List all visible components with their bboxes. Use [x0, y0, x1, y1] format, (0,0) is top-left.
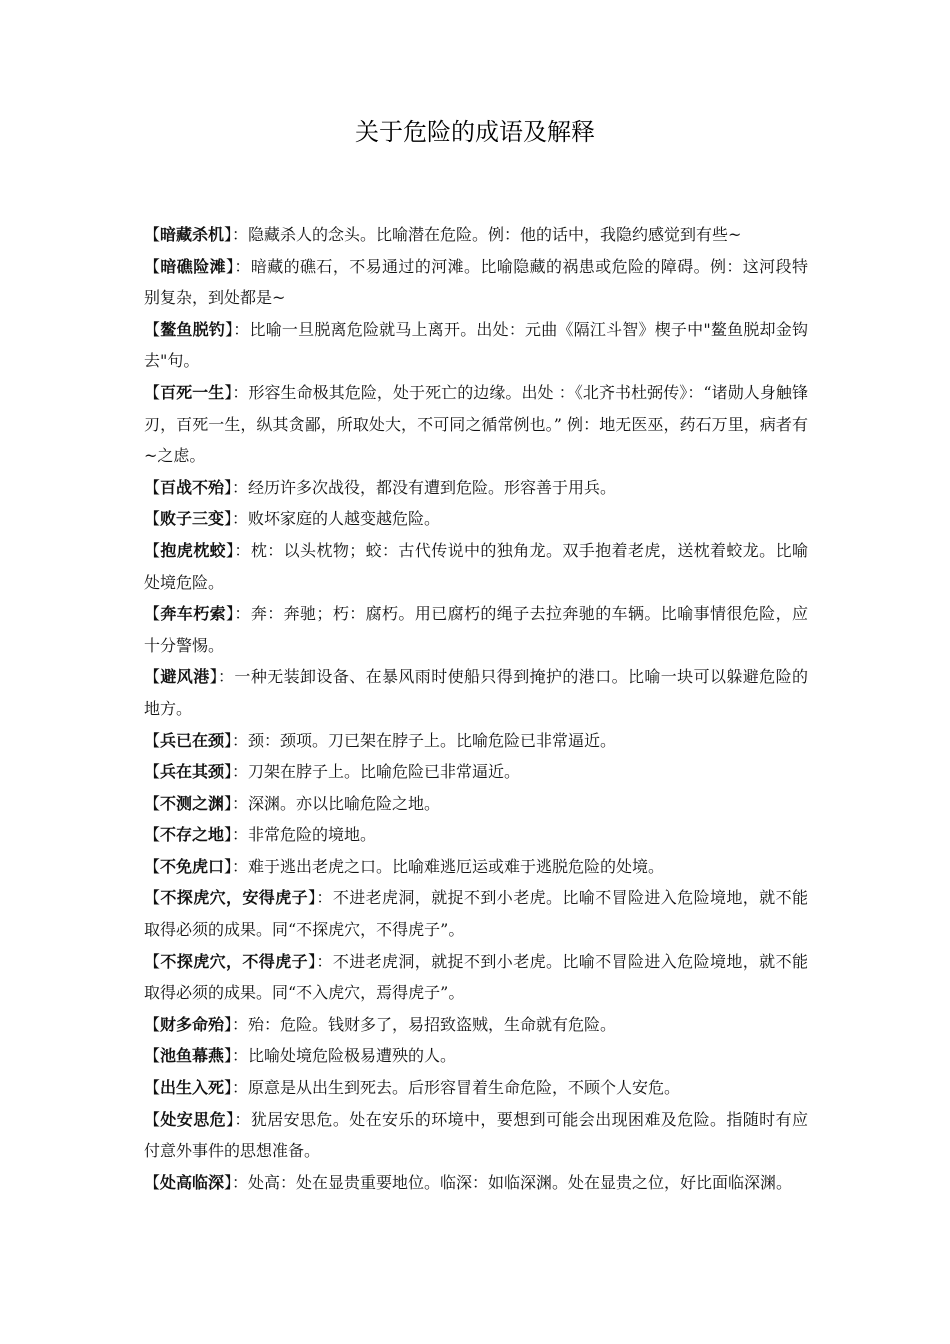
idiom-term: 不测之渊 — [160, 793, 225, 813]
document-title: 关于危险的成语及解释 — [355, 118, 595, 146]
idiom-entry: 【财多命殆】：殆：危险。钱财多了，易招致盗贼，生命就有危险。 — [144, 1014, 617, 1034]
idiom-definition: 经历许多次战役，都没有遭到危险。形容善于用兵。 — [248, 477, 617, 497]
idiom-entry: 【不测之渊】：深渊。亦以比喻危险之地。 — [144, 793, 441, 813]
idiom-entry: 【百战不殆】：经历许多次战役，都没有遭到危险。形容善于用兵。 — [144, 477, 617, 497]
idiom-term: 不存之地 — [160, 825, 225, 845]
idiom-entry: 【奔车朽索】：奔：奔驰；朽：腐朽。用已腐朽的绳子去拉奔驰的车辆。比喻事情很危险，应十分警惕。 — [144, 604, 808, 655]
idiom-entry: 【百死一生】：形容生命极其危险，处于死亡的边缘。出处 ：《北齐书杜弼传》：“诸勋人身触锋刃，百死一生，纵其贪鄙，所取处大，不可同之循常例也。” 例：地无医巫，药石万里，病者有~之虑。 — [144, 382, 808, 466]
idiom-entry: 【出生入死】：原意是从出生到死去。后形容冒着生命危险，不顾个人安危。 — [144, 1078, 681, 1098]
idiom-definition: 殆：危险。钱财多了，易招致盗贼，生命就有危险。 — [248, 1014, 617, 1034]
idiom-term: 避风港 — [160, 667, 210, 687]
idiom-definition: 犹居安思危。处在安乐的环境中，要想到可能会出现困难及危险。指随时有应付意外事件的思想准备。 — [144, 1109, 808, 1161]
idiom-term: 暗藏杀机 — [160, 225, 225, 244]
idiom-term: 兵已在颈 — [160, 730, 225, 750]
idiom-definition: 深渊。亦以比喻危险之地。 — [248, 793, 441, 813]
idiom-term: 不探虎穴，安得虎子 — [160, 888, 308, 908]
idiom-entry: 【避风港】：一种无装卸设备、在暴风雨时使船只得到掩护的港口。比喻一块可以躲避危险的地方。 — [144, 667, 808, 718]
idiom-term: 鳌鱼脱钓 — [160, 319, 226, 339]
idiom-entry: 【抱虎枕蛟】：枕：以头枕物；蛟：古代传说中的独角龙。双手抱着老虎，送枕着蛟龙。比喻处境危险。 — [144, 540, 808, 592]
idiom-definition: 暗藏的礁石，不易通过的河滩。比喻隐藏的祸患或危险的障碍。例：这河段特别复杂，到处都是~ — [144, 256, 808, 308]
idiom-term: 财多命殆 — [160, 1014, 225, 1034]
idiom-definition: 不进老虎洞，就捉不到小老虎。比喻不冒险进入危险境地，就不能取得必须的成果。同“不入虎穴，焉得虎子”。 — [144, 951, 808, 1003]
idiom-definition: 一种无装卸设备、在暴风雨时使船只得到掩护的港口。比喻一块可以躲避危险的地方。 — [144, 667, 808, 718]
idiom-term: 抱虎枕蛟 — [160, 540, 227, 560]
idiom-entry: 【暗礁险滩】：暗藏的礁石，不易通过的河滩。比喻隐藏的祸患或危险的障碍。例：这河段特别复杂，到处都是~ — [144, 256, 808, 308]
idiom-entry: 【处高临深】：处高：处在显贵重要地位。临深：如临深渊。处在显贵之位，好比面临深渊。 — [144, 1172, 793, 1192]
idiom-term: 兵在其颈 — [160, 762, 225, 782]
idiom-term: 百战不殆 — [160, 477, 225, 497]
idiom-entry: 【不探虎穴，安得虎子】：不进老虎洞，就捉不到小老虎。比喻不冒险进入危险境地，就不能取得必须的成果。同“不探虎穴，不得虎子”。 — [144, 888, 808, 940]
idiom-term: 败子三变 — [160, 509, 225, 529]
idiom-definition: 比喻处境危险极易遭殃的人。 — [248, 1046, 457, 1066]
idiom-definition: 枕：以头枕物；蛟：古代传说中的独角龙。双手抱着老虎，送枕着蛟龙。比喻处境危险。 — [144, 540, 808, 592]
idiom-term: 处高临深 — [160, 1172, 225, 1192]
idiom-definition: 刀架在脖子上。比喻危险已非常逼近。 — [248, 762, 521, 782]
idiom-term: 池鱼幕燕 — [160, 1046, 225, 1066]
idiom-entry: 【鳌鱼脱钓】：比喻一旦脱离危险就马上离开。出处：元曲《隔江斗智》楔子中"鳌鱼脱却金钩去"句。 — [144, 319, 808, 371]
idiom-entry: 【暗藏杀机】：隐藏杀人的念头。比喻潜在危险。例：他的话中，我隐约感觉到有些~ — [144, 225, 742, 244]
idiom-term: 暗礁险滩 — [160, 256, 227, 276]
idiom-entry: 【兵在其颈】：刀架在脖子上。比喻危险已非常逼近。 — [144, 762, 521, 782]
idiom-entry: 【不存之地】：非常危险的境地。 — [144, 825, 377, 845]
idiom-term: 不免虎口 — [160, 856, 225, 876]
idiom-definition: 奔：奔驰；朽：腐朽。用已腐朽的绳子去拉奔驰的车辆。比喻事情很危险，应十分警惕。 — [144, 604, 808, 655]
idiom-definition: 形容生命极其危险，处于死亡的边缘。出处 ：《北齐书杜弼传》：“诸勋人身触锋刃，百死一生，纵其贪鄙，所取处大，不可同之循常例也。” 例：地无医巫，药石万里，病者有~之虑。 — [144, 382, 808, 466]
idiom-term: 不探虎穴，不得虎子 — [160, 951, 308, 971]
idiom-definition: 不进老虎洞，就捉不到小老虎。比喻不冒险进入危险境地，就不能取得必须的成果。同“不探虎穴，不得虎子”。 — [144, 888, 808, 940]
idiom-definition: 难于逃出老虎之口。比喻难逃厄运或难于逃脱危险的处境。 — [248, 856, 665, 876]
idiom-term: 百死一生 — [160, 382, 225, 402]
idiom-term: 奔车朽索 — [160, 604, 227, 624]
idiom-term: 处安思危 — [160, 1109, 227, 1129]
idiom-definition: 处高：处在显贵重要地位。临深：如临深渊。处在显贵之位，好比面临深渊。 — [248, 1172, 793, 1192]
idiom-definition: 颈：颈项。刀已架在脖子上。比喻危险已非常逼近。 — [248, 730, 617, 750]
idiom-definition: 隐藏杀人的念头。比喻潜在危险。例：他的话中，我隐约感觉到有些~ — [248, 225, 742, 244]
idiom-list — [144, 219, 808, 1198]
idiom-entry: 【败子三变】：败坏家庭的人越变越危险。 — [144, 509, 441, 529]
idiom-definition: 比喻一旦脱离危险就马上离开。出处：元曲《隔江斗智》楔子中"鳌鱼脱却金钩去"句。 — [144, 319, 808, 371]
idiom-entry: 【池鱼幕燕】：比喻处境危险极易遭殃的人。 — [144, 1046, 457, 1066]
idiom-term: 出生入死 — [160, 1078, 225, 1098]
idiom-definition: 非常危险的境地。 — [248, 825, 377, 845]
idiom-entry: 【不免虎口】：难于逃出老虎之口。比喻难逃厄运或难于逃脱危险的处境。 — [144, 856, 665, 876]
idiom-entry: 【处安思危】：犹居安思危。处在安乐的环境中，要想到可能会出现困难及危险。指随时有应付意外事件的思想准备。 — [144, 1109, 808, 1161]
idiom-entry: 【兵已在颈】：颈：颈项。刀已架在脖子上。比喻危险已非常逼近。 — [144, 730, 617, 750]
idiom-entry: 【不探虎穴，不得虎子】：不进老虎洞，就捉不到小老虎。比喻不冒险进入危险境地，就不能取得必须的成果。同“不入虎穴，焉得虎子”。 — [144, 951, 808, 1003]
idiom-definition: 败坏家庭的人越变越危险。 — [248, 509, 441, 529]
idiom-definition: 原意是从出生到死去。后形容冒着生命危险，不顾个人安危。 — [248, 1078, 681, 1098]
